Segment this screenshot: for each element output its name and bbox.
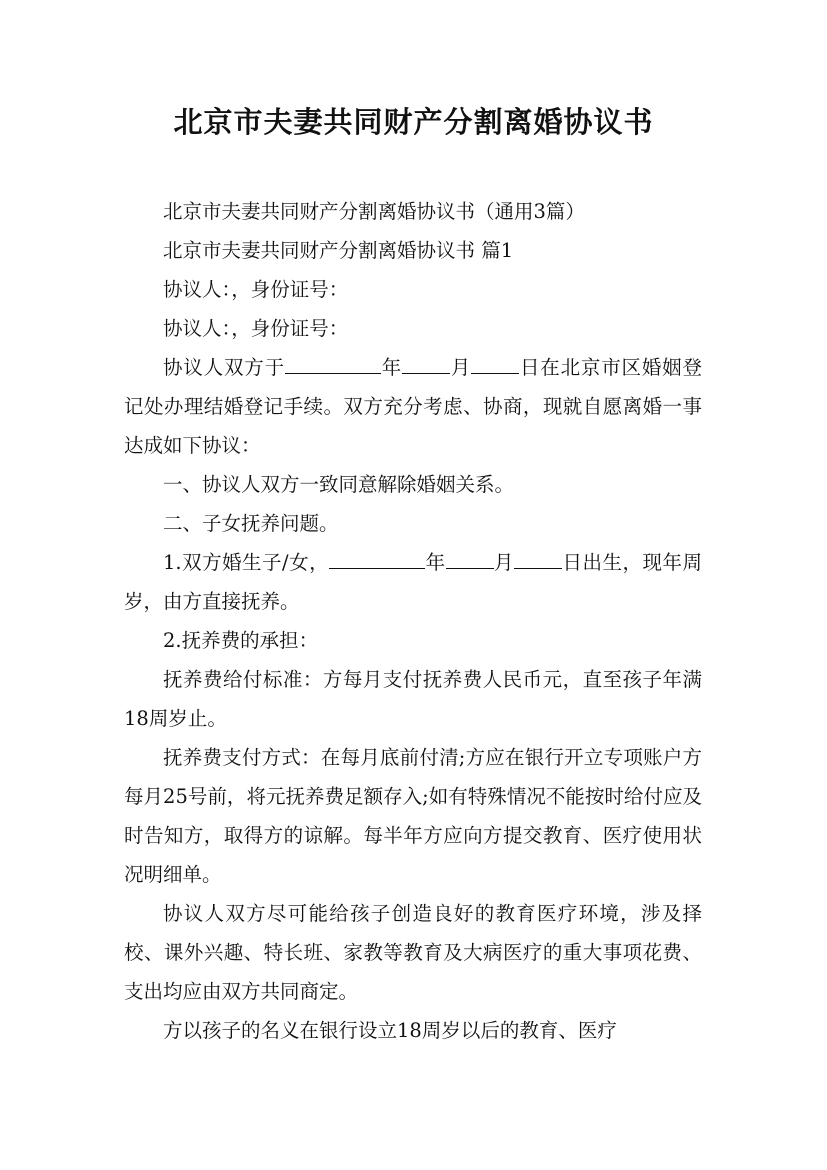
text-segment: 月 (493, 551, 515, 574)
blank-line (514, 547, 562, 569)
blank-line (285, 352, 381, 374)
blank-line (471, 352, 519, 374)
paragraph-support-heading: 2.抚养费的承担： (163, 629, 319, 652)
paragraph-clause-1: 一、协议人双方一致同意解除婚姻关系。 (163, 473, 515, 496)
text-segment: 年 (380, 356, 403, 379)
paragraph-party-2: 协议人：，身份证号： (163, 317, 349, 340)
document-body (124, 192, 702, 1050)
text-segment: 日出生，现年周岁，由方直接抚养。 (124, 551, 702, 613)
paragraph-education-medical: 协议人双方尽可能给孩子创造良好的教育医疗环境，涉及择校、课外兴趣、特长班、家教等教育及大病医疗的重大事项花费、支出均应由双方共同商定。 (124, 902, 702, 1003)
paragraph-child-birth (124, 543, 702, 621)
text-segment: 1.双方婚生子/女， (163, 551, 330, 574)
blank-line (402, 352, 450, 374)
paragraph-support-standard: 抚养费给付标准：方每月支付抚养费人民币元，直至孩子年满18周岁止。 (124, 668, 702, 730)
document-title: 北京市夫妻共同财产分割离婚协议书 (173, 105, 654, 139)
paragraph-party-1: 协议人：，身份证号： (163, 278, 349, 301)
paragraph-clause-2: 二、子女抚养问题。 (163, 512, 339, 535)
text-segment: 月 (450, 356, 472, 379)
text-segment: 协议人双方于 (163, 356, 285, 379)
blank-line (446, 547, 494, 569)
paragraph-support-payment: 抚养费支付方式：在每月底前付清;方应在银行开立专项账户方每月25号前，将元抚养费足额存入;如有特殊情况不能按时给付应及时告知方，取得方的谅解。每半年方应向方提交教育、医疗使用状况明细单。 (124, 746, 702, 886)
text-segment: 日在北京市区婚姻登记处办理结婚登记手续。双方充分考虑、协商，现就自愿离婚一事达成如下协议： (124, 356, 702, 457)
text-segment: 年 (425, 551, 446, 574)
paragraph-subtitle: 北京市夫妻共同财产分割离婚协议书（通用3篇） (163, 200, 585, 223)
paragraph-account: 方以孩子的名义在银行设立18周岁以后的教育、医疗 (163, 1019, 617, 1042)
paragraph-section-heading: 北京市夫妻共同财产分割离婚协议书 篇1 (163, 239, 514, 262)
paragraph-marriage-registration (124, 348, 702, 465)
blank-line (329, 547, 425, 569)
